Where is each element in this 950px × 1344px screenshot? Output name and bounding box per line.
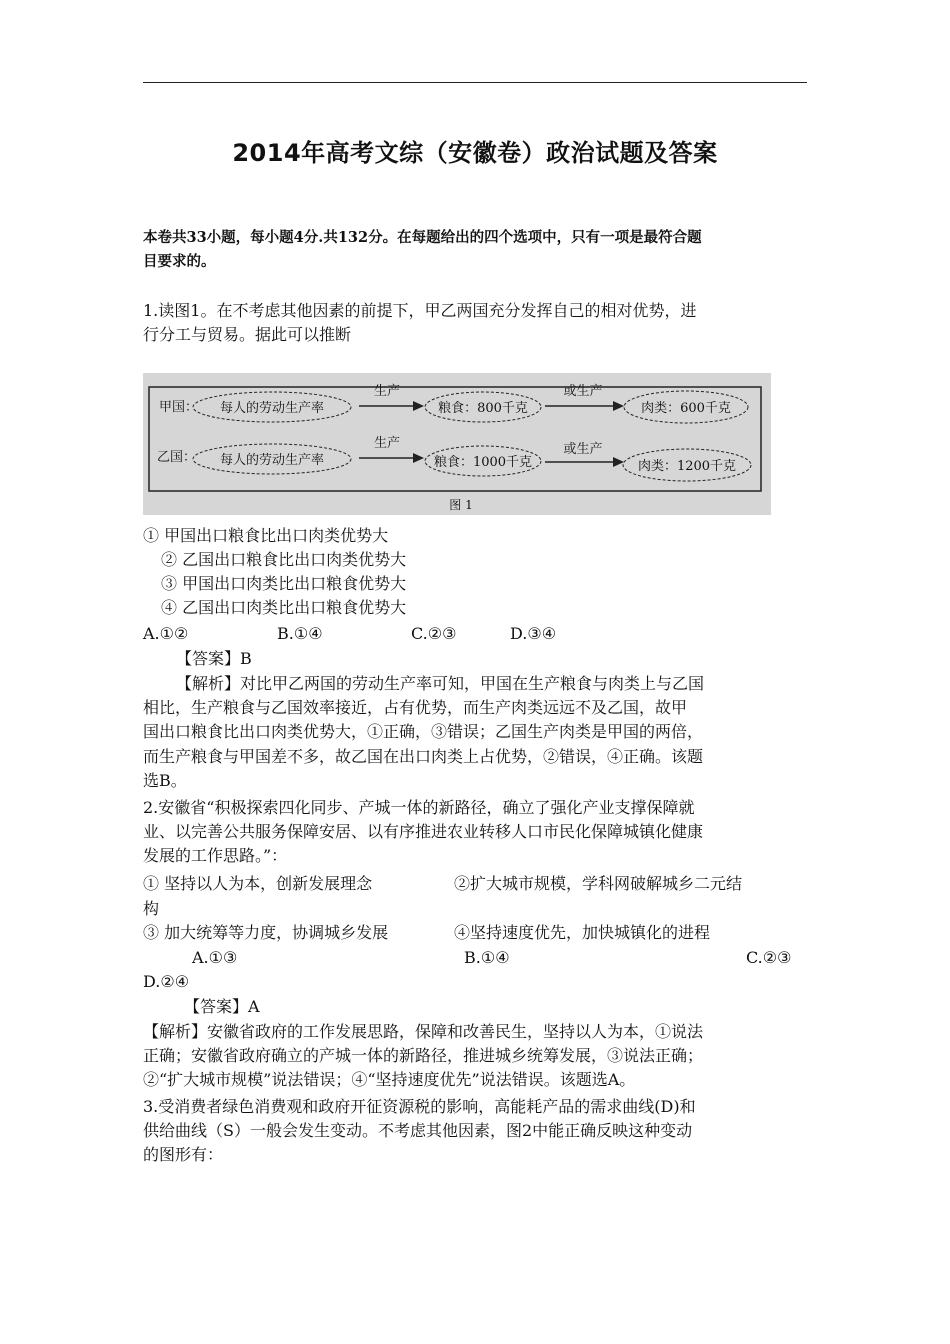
q2-analysis-line: 正确；安徽省政府确立的产城一体的新路径，推进城乡统筹发展，③说法正确； — [143, 1046, 704, 1066]
q2-stem-line: 发展的工作思路。”： — [143, 846, 288, 866]
q2-choice-a: A.①③ — [192, 948, 238, 967]
q1-analysis-line: 而生产粮食与甲国差不多，故乙国在出口肉类上占优势，②错误，④正确。该题 — [143, 746, 704, 766]
q2-option-2-cont: 构 — [143, 899, 160, 918]
row2-meat: 肉类：1200千克 — [637, 459, 737, 474]
q2-analysis-line: 【解析】安徽省政府的工作发展思路，保障和改善民生，坚持以人为本，①说法 — [143, 1022, 704, 1041]
instructions — [143, 226, 811, 274]
q1-choice-b: B.①④ — [277, 624, 323, 643]
q1-option-1: ① 甲国出口粮食比出口肉类优势大 — [143, 526, 389, 545]
row1-arrow2-head — [613, 401, 624, 411]
q1-stem — [143, 299, 813, 347]
q1-choice-d: D.③④ — [510, 624, 557, 643]
q2-choice-c: C.②③ — [746, 948, 792, 967]
row2-arrow1-label: 生产 — [373, 436, 401, 451]
row2-arrow2-head — [613, 457, 624, 467]
q1-option-4: ④ 乙国出口肉类比出口粮食优势大 — [161, 598, 407, 617]
instructions-line: 目要求的。 — [143, 253, 216, 270]
q2-answer: 【答案】A — [184, 997, 260, 1016]
row2-arrow2-label: 或生产 — [563, 442, 603, 457]
q3-stem-line: 的图形有： — [143, 1145, 224, 1165]
q1-analysis-line: 【解析】对比甲乙两国的劳动生产率可知，甲国在生产粮食与肉类上与乙国 — [176, 674, 705, 693]
q1-analysis-line: 选B。 — [143, 770, 187, 790]
q1-option-2: ② 乙国出口粮食比出口肉类优势大 — [161, 550, 407, 569]
instructions-line: 本卷共33小题，每小题4分.共132分。在每题给出的四个选项中，只有一项是最符合题 — [143, 229, 702, 246]
row2-label: 乙国： — [157, 450, 197, 465]
q3-stem-line: 供给曲线（S）一般会发生变动。不考虑其他因素，图2中能正确反映这种变动 — [143, 1121, 693, 1141]
page-title: 2014年高考文综（安徽卷）政治试题及答案 — [232, 139, 718, 167]
figure-1 — [143, 373, 771, 515]
row1-arrow2-label: 或生产 — [563, 384, 603, 399]
row2-grain: 粮食：1000千克 — [433, 455, 533, 470]
q2-stem-line: 2.安徽省“积极探索四化同步、产城一体的新路径，确立了强化产业支撑保障就 — [143, 798, 695, 817]
q3-stem — [143, 1095, 813, 1168]
q2-analysis-line: ②“扩大城市规模”说法错误；④“坚持速度优先”说法错误。该题选A。 — [143, 1070, 636, 1090]
figure-1-diagram — [143, 373, 771, 515]
q1-stem-line: 1.读图1。在不考虑其他因素的前提下，甲乙两国充分发挥自己的相对优势，进 — [143, 301, 697, 320]
row1-arrow1-label: 生产 — [373, 384, 401, 399]
q2-stem-line: 业、以完善公共服务保障安居、以有序推进农业转移人口市民化保障城镇化健康 — [143, 822, 704, 842]
q2-option-4: ④坚持速度优先，加快城镇化的进程 — [454, 923, 711, 942]
q3-stem-line: 3.受消费者绿色消费观和政府开征资源税的影响，高能耗产品的需求曲线(D)和 — [143, 1097, 696, 1116]
q1-analysis — [143, 672, 813, 793]
row1-meat: 肉类：600千克 — [641, 401, 731, 416]
q2-option-1: ① 坚持以人为本，创新发展理念 — [143, 874, 373, 893]
row1-arrow1-head — [413, 401, 424, 411]
row2-arrow1-head — [413, 453, 424, 463]
q2-analysis — [143, 1020, 813, 1093]
q1-option-3: ③ 甲国出口肉类比出口粮食优势大 — [161, 574, 407, 593]
q1-choice-c: C.②③ — [411, 624, 457, 643]
row1-label: 甲国： — [159, 400, 199, 415]
row1-productivity: 每人的劳动生产率 — [219, 401, 325, 416]
q1-choice-a: A.①② — [143, 624, 189, 643]
q2-option-2: ②扩大城市规模，学科网破解城乡二元结 — [454, 874, 743, 893]
q1-answer: 【答案】B — [176, 649, 252, 668]
top-rule — [143, 82, 807, 83]
q2-choice-b: B.①④ — [464, 948, 510, 967]
q1-stem-line: 行分工与贸易。据此可以推断 — [143, 325, 352, 345]
q2-stem — [143, 796, 813, 869]
q2-choice-d: D.②④ — [143, 972, 190, 991]
q2-option-3: ③ 加大统筹等力度，协调城乡发展 — [143, 923, 389, 942]
q1-analysis-line: 国出口粮食比出口肉类优势大，①正确，③错误；乙国生产肉类是甲国的两倍， — [143, 722, 704, 742]
q1-analysis-line: 相比，生产粮食与乙国效率接近，占有优势，而生产肉类远远不及乙国，故甲 — [143, 698, 688, 718]
figure-caption: 图 1 — [449, 498, 473, 512]
row2-productivity: 每人的劳动生产率 — [219, 453, 325, 468]
row1-grain: 粮食：800千克 — [438, 401, 528, 416]
